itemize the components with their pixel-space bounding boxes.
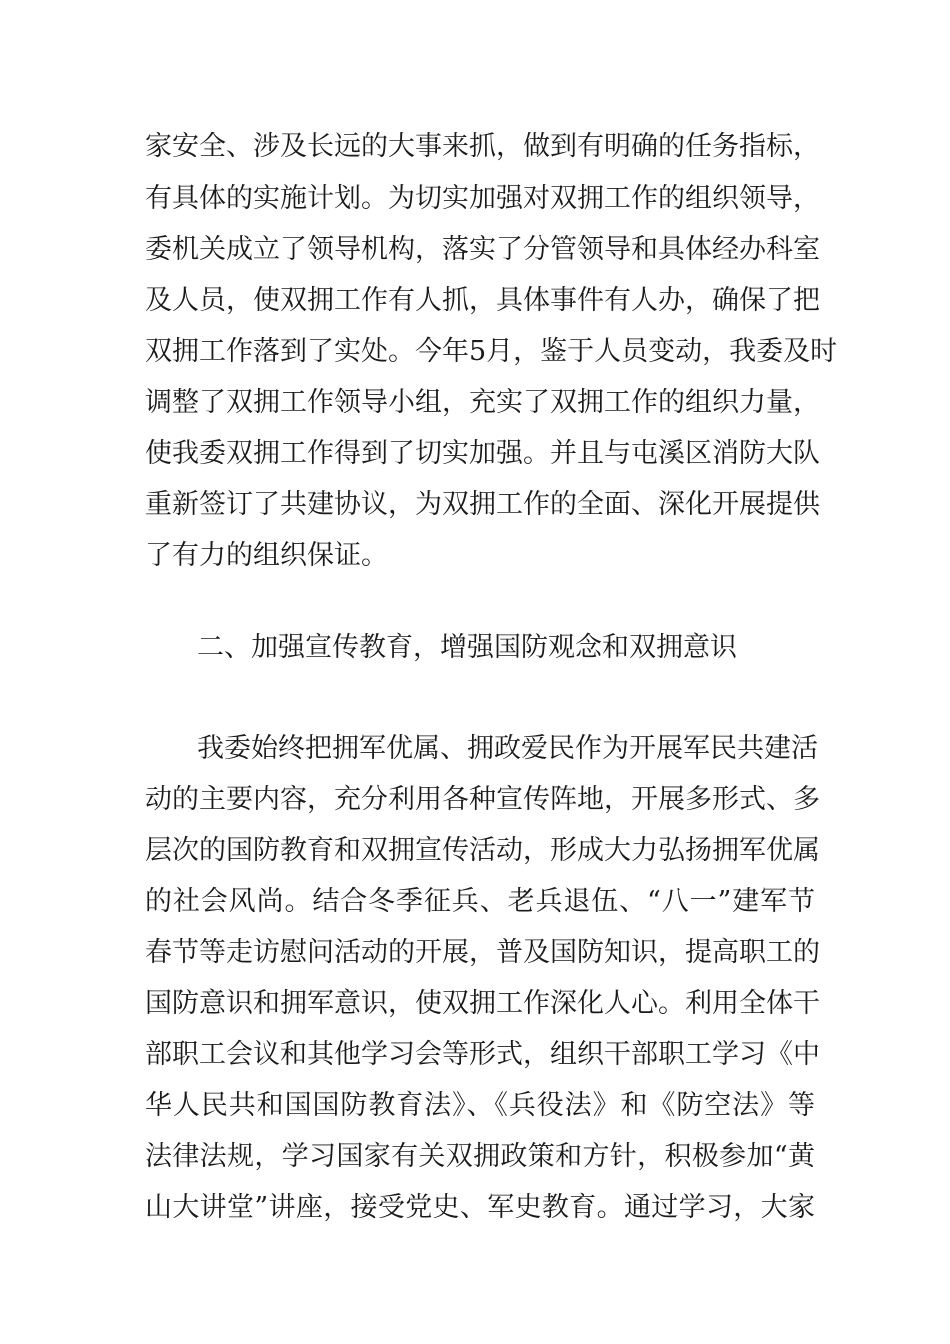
paragraph-2-line: 华人民共和国国防教育法》、《兵役法》和《防空法》等 (145, 1090, 815, 1121)
paragraph-1-line: 有具体的实施计划。为切实加强对双拥工作的组织领导， (145, 183, 820, 214)
paragraph-2-line: 部职工会议和其他学习会等形式，组织干部职工学习《中 (145, 1039, 820, 1070)
paragraph-1-line: 使我委双拥工作得到了切实加强。并且与屯溪区消防大队 (145, 438, 820, 469)
paragraph-1-line: 委机关成立了领导机构，落实了分管领导和具体经办科室 (145, 234, 820, 265)
paragraph-2-line: 我委始终把拥军优属、拥政爱民作为开展军民共建活 (197, 733, 818, 764)
paragraph-1-line: 重新签订了共建协议，为双拥工作的全面、深化开展提供 (145, 489, 820, 520)
paragraph-2-line: 层次的国防教育和双拥宣传活动，形成大力弘扬拥军优属 (145, 835, 820, 866)
paragraph-2-line: 国防意识和拥军意识，使双拥工作深化人心。利用全体干 (145, 988, 820, 1019)
section-heading: 二、加强宣传教育，增强国防观念和双拥意识 (197, 632, 737, 663)
paragraph-1-line: 及人员，使双拥工作有人抓，具体事件有人办，确保了把 (145, 285, 820, 316)
paragraph-2-line: 的社会风尚。结合冬季征兵、老兵退伍、“八一”建军节 (145, 886, 815, 917)
paragraph-2-line: 春节等走访慰问活动的开展，普及国防知识，提高职工的 (145, 937, 820, 968)
paragraph-2-line: 法律法规，学习国家有关双拥政策和方针，积极参加“黄 (145, 1141, 815, 1172)
paragraph-1-line: 家安全、涉及长远的大事来抓，做到有明确的任务指标， (145, 131, 820, 162)
paragraph-2-line: 山大讲堂”讲座，接受党史、军史教育。通过学习，大家 (145, 1192, 815, 1223)
paragraph-2-line: 动的主要内容，充分利用各种宣传阵地，开展多形式、多 (145, 784, 820, 815)
paragraph-1-line: 了有力的组织保证。 (145, 540, 388, 571)
paragraph-1-line: 双拥工作落到了实处。今年5月，鉴于人员变动，我委及时 (145, 336, 838, 367)
paragraph-1-line: 调整了双拥工作领导小组，充实了双拥工作的组织力量， (145, 387, 820, 418)
